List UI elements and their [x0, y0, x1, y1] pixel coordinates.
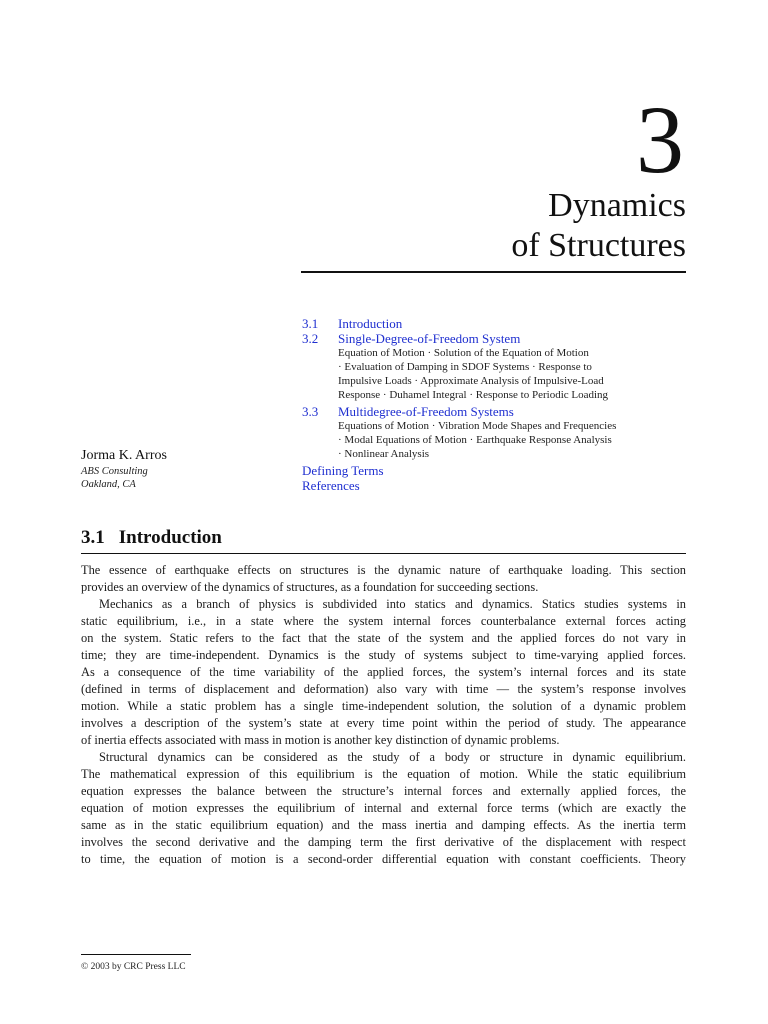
toc-subtopic-line: Equation of Motion · Solution of the Equation of Motion	[338, 347, 589, 359]
toc-defining-terms-link[interactable]: Defining Terms	[302, 463, 384, 478]
toc-entry-label: Introduction	[338, 316, 403, 331]
title-rule	[301, 271, 686, 273]
chapter-title	[511, 186, 686, 266]
body-line: to time, the equation of motion is a second-order differential equation with constant coefficients. Theory	[81, 852, 686, 866]
toc-entry[interactable]	[302, 404, 692, 419]
author-block	[81, 447, 167, 491]
body-line: Mechanics as a branch of physics is subdivided into statics and dynamics. Statics studies systems in	[99, 597, 686, 611]
body-line: (defined in terms of displacement and deformation) also vary with time — the system’s response involves	[81, 682, 686, 696]
body-line: The mathematical expression of this equilibrium is the equation of motion. While the static equilibrium	[81, 767, 686, 781]
body-line: time; they are time-independent. Dynamics is the study of systems subject to time-varying applied forces.	[81, 648, 686, 662]
body-line: provides an overview of the dynamics of structures, as a foundation for succeeding sections.	[81, 580, 539, 594]
body-line: on the system. Static refers to the fact that the state of the system and the applied forces do not vary in	[81, 631, 686, 645]
toc-subtopic-line: · Modal Equations of Motion · Earthquake Response Analysis	[338, 434, 612, 446]
toc-subtopics	[338, 419, 648, 461]
section-heading	[81, 527, 222, 549]
toc-subtopic-line: Response · Duhamel Integral · Response to Periodic Loading	[338, 389, 609, 401]
body-line: involves the second derivative and the damping term the first derivative of the displacement with respect	[81, 835, 686, 849]
footnote-rule	[81, 954, 191, 955]
toc-entry-number: 3.3	[302, 404, 319, 419]
toc-subtopic-line: Impulsive Loads · Approximate Analysis of Impulsive-Load	[338, 375, 604, 387]
toc-entry-label: Multidegree-of-Freedom Systems	[338, 404, 514, 419]
section-rule	[81, 553, 686, 554]
toc-subtopic-line: · Evaluation of Damping in SDOF Systems · Response to	[338, 361, 592, 373]
toc-subtopic-line: Equations of Motion · Vibration Mode Shapes and Frequencies	[338, 420, 617, 432]
toc-entry-number: 3.2	[302, 331, 319, 346]
chapter-title-line-1: Dynamics	[548, 187, 686, 224]
body-line: same as in the static equilibrium equation) and the mass inertia and damping effects. As the inertia term	[81, 818, 686, 832]
author-location: Oakland, CA	[81, 479, 136, 490]
toc-subtopics	[338, 346, 648, 402]
body-line: Structural dynamics can be considered as the study of a body or structure in dynamic equilibrium.	[99, 750, 686, 764]
toc-subtopic-line: · Nonlinear Analysis	[338, 448, 430, 460]
author-affiliation: ABS Consulting	[81, 466, 148, 477]
body-line: equation expresses the balance between the structure’s internal forces and externally applied forces, the	[81, 784, 686, 798]
body-line: motion. While a static problem has a single time-independent solution, the solution of a dynamic problem	[81, 699, 686, 713]
toc-entry-number: 3.1	[302, 316, 319, 331]
section-title: Introduction	[118, 527, 222, 548]
chapter-number: 3	[636, 86, 684, 193]
copyright-footer: © 2003 by CRC Press LLC	[81, 962, 186, 972]
chapter-title-line-2: of Structures	[511, 227, 686, 264]
toc-entry[interactable]	[302, 316, 692, 331]
toc-entry-label: Single-Degree-of-Freedom System	[338, 331, 521, 346]
body-line: The essence of earthquake effects on structures is the dynamic nature of earthquake loading. This section	[81, 563, 686, 577]
body-text	[81, 562, 686, 868]
body-line: equation of motion expresses the equilibrium of internal and external force terms (which are exactly the	[81, 801, 686, 815]
section-number: 3.1	[81, 527, 105, 548]
table-of-contents	[302, 316, 692, 493]
body-line: of inertia effects associated with mass in motion is another key distinction of dynamic problems.	[81, 733, 560, 747]
body-line: As a consequence of the time variability of the applied forces, the system’s internal forces and its state	[81, 665, 686, 679]
body-line: static equilibrium, i.e., in a state where the system internal forces counterbalance external forces acting	[81, 614, 686, 628]
toc-entry[interactable]	[302, 331, 692, 346]
author-name: Jorma K. Arros	[81, 448, 167, 463]
toc-references-link[interactable]: References	[302, 478, 360, 493]
body-line: involves a description of the system’s state at every time point within the period of study. The appearance	[81, 716, 686, 730]
